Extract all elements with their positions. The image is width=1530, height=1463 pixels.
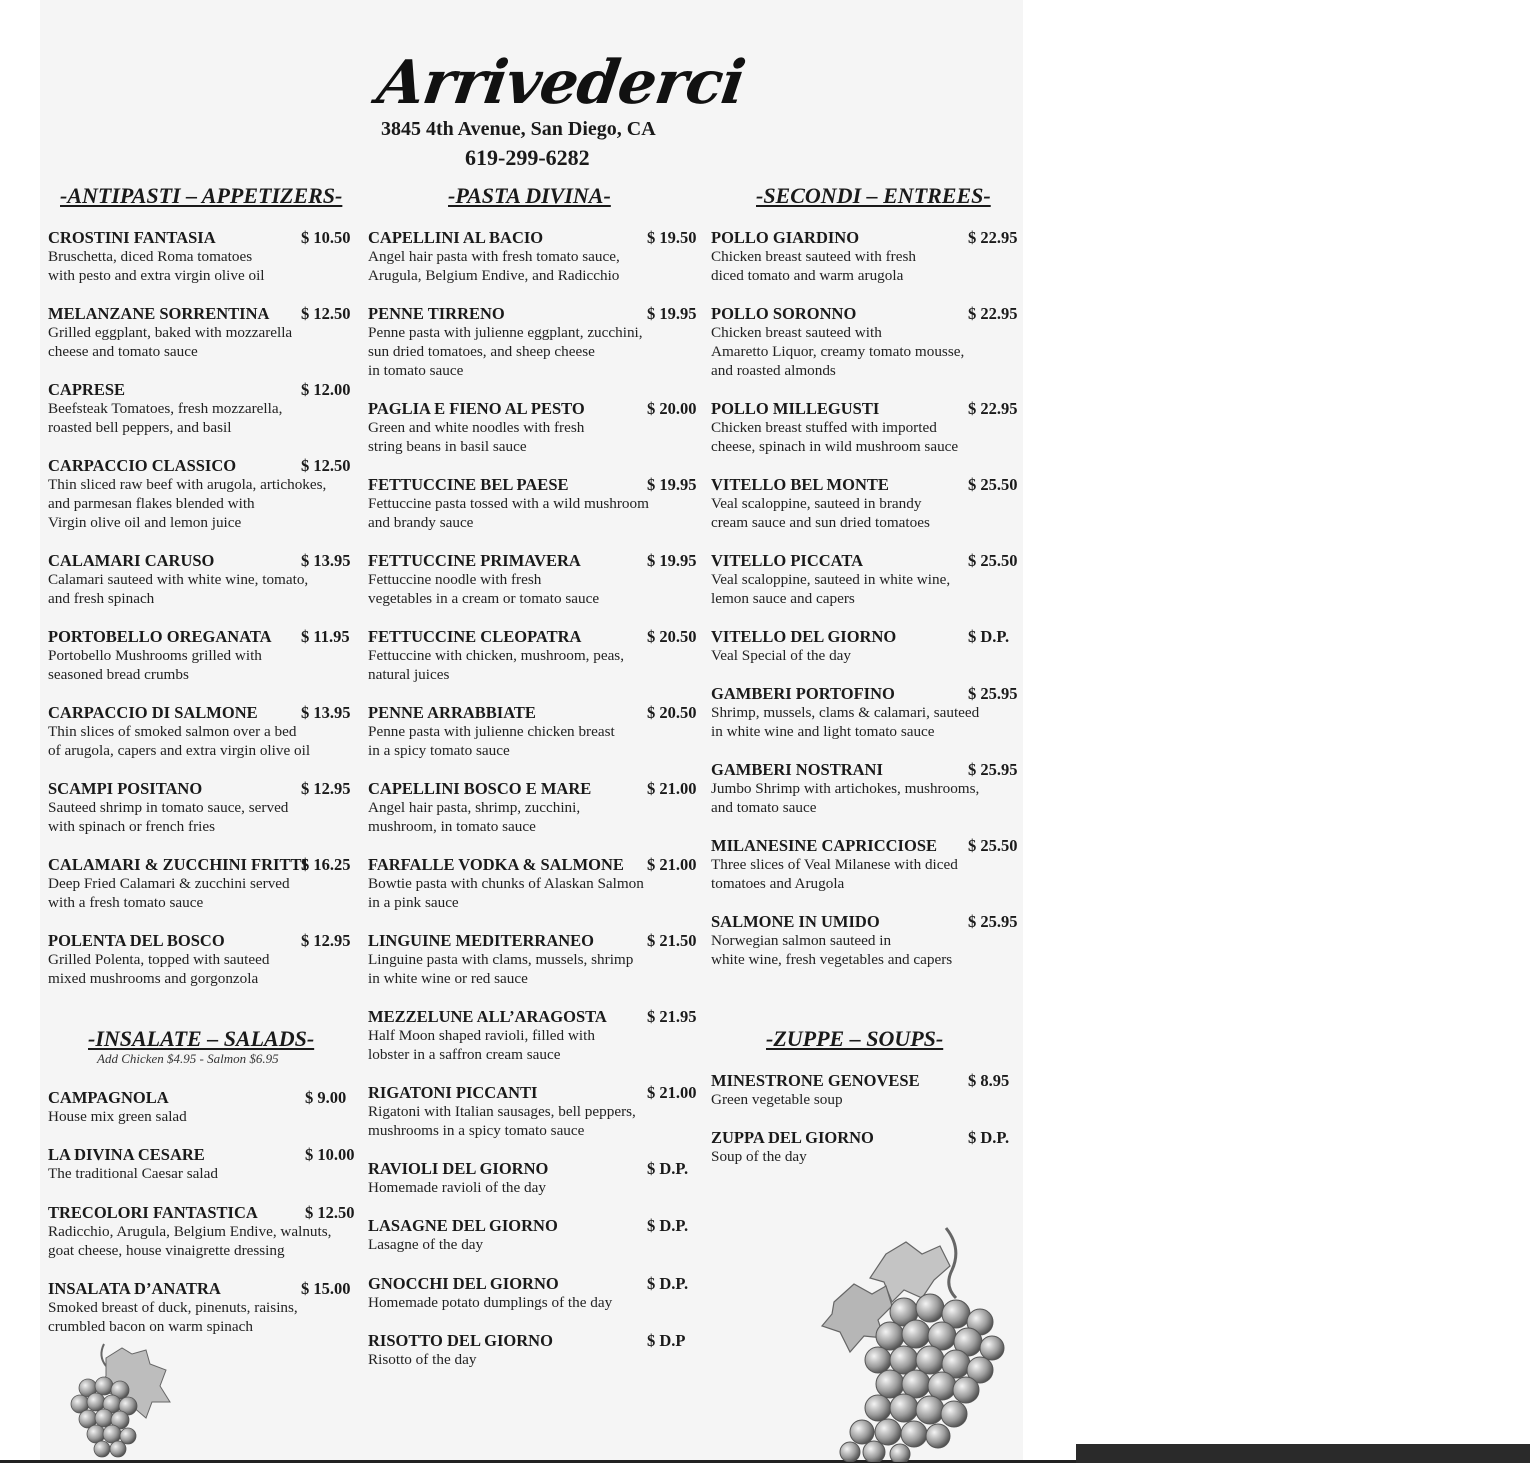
item-description: Bruschetta, diced Roma tomatoes with pesto and extra virgin olive oil xyxy=(48,248,265,284)
item-price: $ D.P. xyxy=(968,627,1010,646)
item-description: House mix green salad xyxy=(48,1108,187,1125)
grapes-small-icon xyxy=(66,1340,176,1462)
item-name: ZUPPA DEL GIORNO xyxy=(711,1128,874,1147)
item-description: Smoked breast of duck, pinenuts, raisins, crumbled bacon on warm spinach xyxy=(48,1299,298,1335)
item-price: $ 21.00 xyxy=(647,855,697,874)
item-name: CARPACCIO CLASSICO xyxy=(48,456,237,475)
insalate-heading: -INSALATE – SALADS- xyxy=(88,1026,315,1051)
item-name: RAVIOLI DEL GIORNO xyxy=(368,1159,549,1178)
item-name: FARFALLE VODKA & SALMONE xyxy=(368,855,624,874)
item-name: MEZZELUNE ALL’ARAGOSTA xyxy=(368,1007,607,1026)
item-price: $ 21.00 xyxy=(647,1083,697,1102)
item-description: Green vegetable soup xyxy=(711,1091,843,1108)
item-price: $ 25.50 xyxy=(968,551,1018,570)
item-description: Grilled eggplant, baked with mozzarella cheese and tomato sauce xyxy=(48,324,293,360)
item-name: SALMONE IN UMIDO xyxy=(711,912,880,931)
item-name: GNOCCHI DEL GIORNO xyxy=(368,1274,559,1293)
item-description: Chicken breast sauteed with fresh diced tomato and warm arugola xyxy=(711,248,916,284)
item-name: CAPELLINI AL BACIO xyxy=(368,228,544,247)
item-name: GAMBERI PORTOFINO xyxy=(711,684,895,703)
item-name: CROSTINI FANTASIA xyxy=(48,228,216,247)
item-name: PORTOBELLO OREGANATA xyxy=(48,627,272,646)
item-price: $ 19.95 xyxy=(647,551,697,570)
item-name: CALAMARI CARUSO xyxy=(48,551,215,570)
item-price: $ 22.95 xyxy=(968,228,1018,247)
item-description: Green and white noodles with fresh string beans in basil sauce xyxy=(368,419,585,455)
item-price: $ 12.50 xyxy=(305,1203,355,1222)
item-name: CARPACCIO DI SALMONE xyxy=(48,703,258,722)
item-description: Half Moon shaped ravioli, filled with lobster in a saffron cream sauce xyxy=(368,1027,595,1063)
item-description: Veal scaloppine, sauteed in white wine, lemon sauce and capers xyxy=(711,571,951,607)
item-price: $ D.P. xyxy=(647,1216,689,1235)
item-price: $ 21.00 xyxy=(647,779,697,798)
item-name: POLLO SORONNO xyxy=(711,304,857,323)
antipasti-heading: -ANTIPASTI – APPETIZERS- xyxy=(60,183,343,208)
item-name: VITELLO DEL GIORNO xyxy=(711,627,897,646)
item-name: RIGATONI PICCANTI xyxy=(368,1083,538,1102)
item-price: $ D.P. xyxy=(647,1274,689,1293)
item-description: Beefsteak Tomatoes, fresh mozzarella, roasted bell peppers, and basil xyxy=(48,400,283,436)
item-price: $ 19.50 xyxy=(647,228,697,247)
item-price: $ 11.95 xyxy=(301,627,350,646)
item-price: $ 15.00 xyxy=(301,1279,351,1298)
item-price: $ 21.95 xyxy=(647,1007,697,1026)
item-name: PENNE TIRRENO xyxy=(368,304,505,323)
item-name: FETTUCCINE PRIMAVERA xyxy=(368,551,581,570)
item-description: Thin slices of smoked salmon over a bed of arugola, capers and extra virgin olive oil xyxy=(48,723,311,759)
item-description: Shrimp, mussels, clams & calamari, sauteed in white wine and light tomato sauce xyxy=(711,704,980,740)
item-description: Fettuccine noodle with fresh vegetables in a cream or tomato sauce xyxy=(368,571,600,607)
item-price: $ 13.95 xyxy=(301,703,351,722)
item-price: $ 12.95 xyxy=(301,779,351,798)
item-description: Angel hair pasta with fresh tomato sauce, Arugula, Belgium Endive, and Radicchio xyxy=(368,248,620,284)
item-price: $ 22.95 xyxy=(968,399,1018,418)
item-description: Linguine pasta with clams, mussels, shrimp in white wine or red sauce xyxy=(368,951,634,987)
item-description: Penne pasta with julienne eggplant, zucchini, sun dried tomatoes, and sheep cheese in tomato sauce xyxy=(368,324,643,379)
item-name: TRECOLORI FANTASTICA xyxy=(48,1203,258,1222)
item-price: $ 13.95 xyxy=(301,551,351,570)
item-description: Portobello Mushrooms grilled with seasoned bread crumbs xyxy=(48,647,262,683)
item-name: CAMPAGNOLA xyxy=(48,1088,169,1107)
item-name: CALAMARI & ZUCCHINI FRITTI xyxy=(48,855,308,874)
item-price: $ 22.95 xyxy=(968,304,1018,323)
item-description: Veal Special of the day xyxy=(711,647,852,664)
item-price: $ 20.50 xyxy=(647,627,697,646)
item-name: POLLO GIARDINO xyxy=(711,228,860,247)
item-name: SCAMPI POSITANO xyxy=(48,779,203,798)
item-price: $ 25.95 xyxy=(968,684,1018,703)
item-description: Radicchio, Arugula, Belgium Endive, walnuts, goat cheese, house vinaigrette dressing xyxy=(48,1223,332,1259)
item-description: Homemade potato dumplings of the day xyxy=(368,1294,613,1311)
item-price: $ 16.25 xyxy=(301,855,351,874)
item-name: POLENTA DEL BOSCO xyxy=(48,931,225,950)
item-price: $ 10.50 xyxy=(301,228,351,247)
item-description: Rigatoni with Italian sausages, bell peppers, mushrooms in a spicy tomato sauce xyxy=(368,1103,636,1139)
item-description: Bowtie pasta with chunks of Alaskan Salmon in a pink sauce xyxy=(368,875,644,911)
item-price: $ 25.50 xyxy=(968,836,1018,855)
item-name: INSALATA D’ANATRA xyxy=(48,1279,221,1298)
item-price: $ 20.50 xyxy=(647,703,697,722)
item-name: PENNE ARRABBIATE xyxy=(368,703,536,722)
insalate-subheading: Add Chicken $4.95 - Salmon $6.95 xyxy=(97,1051,279,1066)
item-description: Sauteed shrimp in tomato sauce, served with spinach or french fries xyxy=(48,799,289,835)
pasta-heading: -PASTA DIVINA- xyxy=(448,183,611,208)
item-name: MILANESINE CAPRICCIOSE xyxy=(711,836,937,855)
item-description: Thin sliced raw beef with arugola, artichokes, and parmesan flakes blended with Virgin olive oil and lemon juice xyxy=(48,476,327,531)
item-description: Deep Fried Calamari & zucchini served with a fresh tomato sauce xyxy=(48,875,290,911)
item-description: Risotto of the day xyxy=(368,1351,477,1368)
item-price: $ 25.50 xyxy=(968,475,1018,494)
restaurant-address: 3845 4th Avenue, San Diego, CA xyxy=(381,118,656,140)
item-name: LA DIVINA CESARE xyxy=(48,1145,205,1164)
item-name: FETTUCCINE CLEOPATRA xyxy=(368,627,582,646)
item-name: GAMBERI NOSTRANI xyxy=(711,760,883,779)
item-name: PAGLIA E FIENO AL PESTO xyxy=(368,399,585,418)
grapes-large-icon xyxy=(814,1224,1014,1462)
item-name: CAPELLINI BOSCO E MARE xyxy=(368,779,592,798)
item-description: Homemade ravioli of the day xyxy=(368,1179,546,1196)
secondi-heading: -SECONDI – ENTREES- xyxy=(756,183,991,208)
item-price: $ 10.00 xyxy=(305,1145,355,1164)
item-name: CAPRESE xyxy=(48,380,126,399)
item-description: Soup of the day xyxy=(711,1148,807,1165)
item-description: Jumbo Shrimp with artichokes, mushrooms, and tomato sauce xyxy=(711,780,980,816)
item-description: Three slices of Veal Milanese with diced tomatoes and Arugola xyxy=(711,856,958,892)
item-description: Grilled Polenta, topped with sauteed mixed mushrooms and gorgonzola xyxy=(48,951,270,987)
item-description: Angel hair pasta, shrimp, zucchini, mushroom, in tomato sauce xyxy=(368,799,581,835)
item-name: LASAGNE DEL GIORNO xyxy=(368,1216,558,1235)
item-description: Veal scaloppine, sauteed in brandy cream sauce and sun dried tomatoes xyxy=(711,495,930,531)
item-name: VITELLO BEL MONTE xyxy=(711,475,889,494)
item-price: $ 19.95 xyxy=(647,475,697,494)
item-price: $ 12.95 xyxy=(301,931,351,950)
item-description: Chicken breast sauteed with Amaretto Liquor, creamy tomato mousse, and roasted almonds xyxy=(711,324,965,379)
item-price: $ 12.50 xyxy=(301,304,351,323)
item-description: Penne pasta with julienne chicken breast in a spicy tomato sauce xyxy=(368,723,615,759)
item-price: $ 25.95 xyxy=(968,912,1018,931)
item-price: $ D.P xyxy=(647,1331,686,1350)
item-price: $ D.P. xyxy=(968,1128,1010,1147)
item-description: The traditional Caesar salad xyxy=(48,1165,218,1182)
item-name: LINGUINE MEDITERRANEO xyxy=(368,931,594,950)
item-description: Fettuccine with chicken, mushroom, peas, natural juices xyxy=(368,647,625,683)
item-name: MINESTRONE GENOVESE xyxy=(711,1071,920,1090)
item-price: $ 9.00 xyxy=(305,1088,347,1107)
item-description: Calamari sauteed with white wine, tomato, and fresh spinach xyxy=(48,571,309,607)
zuppe-heading: -ZUPPE – SOUPS- xyxy=(766,1026,944,1051)
item-description: Lasagne of the day xyxy=(368,1236,484,1253)
item-price: $ 21.50 xyxy=(647,931,697,950)
item-name: FETTUCCINE BEL PAESE xyxy=(368,475,569,494)
item-price: $ D.P. xyxy=(647,1159,689,1178)
item-price: $ 12.50 xyxy=(301,456,351,475)
item-name: POLLO MILLEGUSTI xyxy=(711,399,880,418)
bottom-bar xyxy=(1076,1444,1530,1463)
item-price: $ 25.95 xyxy=(968,760,1018,779)
item-price: $ 12.00 xyxy=(301,380,351,399)
item-name: MELANZANE SORRENTINA xyxy=(48,304,270,323)
item-price: $ 20.00 xyxy=(647,399,697,418)
item-price: $ 8.95 xyxy=(968,1071,1010,1090)
item-description: Fettuccine pasta tossed with a wild mushroom and brandy sauce xyxy=(368,495,649,531)
item-description: Chicken breast stuffed with imported cheese, spinach in wild mushroom sauce xyxy=(711,419,959,455)
item-description: Norwegian salmon sauteed in white wine, fresh vegetables and capers xyxy=(711,932,953,968)
restaurant-logo: Arrivederci xyxy=(373,48,749,118)
restaurant-phone: 619-299-6282 xyxy=(465,145,590,170)
item-price: $ 19.95 xyxy=(647,304,697,323)
item-name: VITELLO PICCATA xyxy=(711,551,864,570)
item-name: RISOTTO DEL GIORNO xyxy=(368,1331,553,1350)
